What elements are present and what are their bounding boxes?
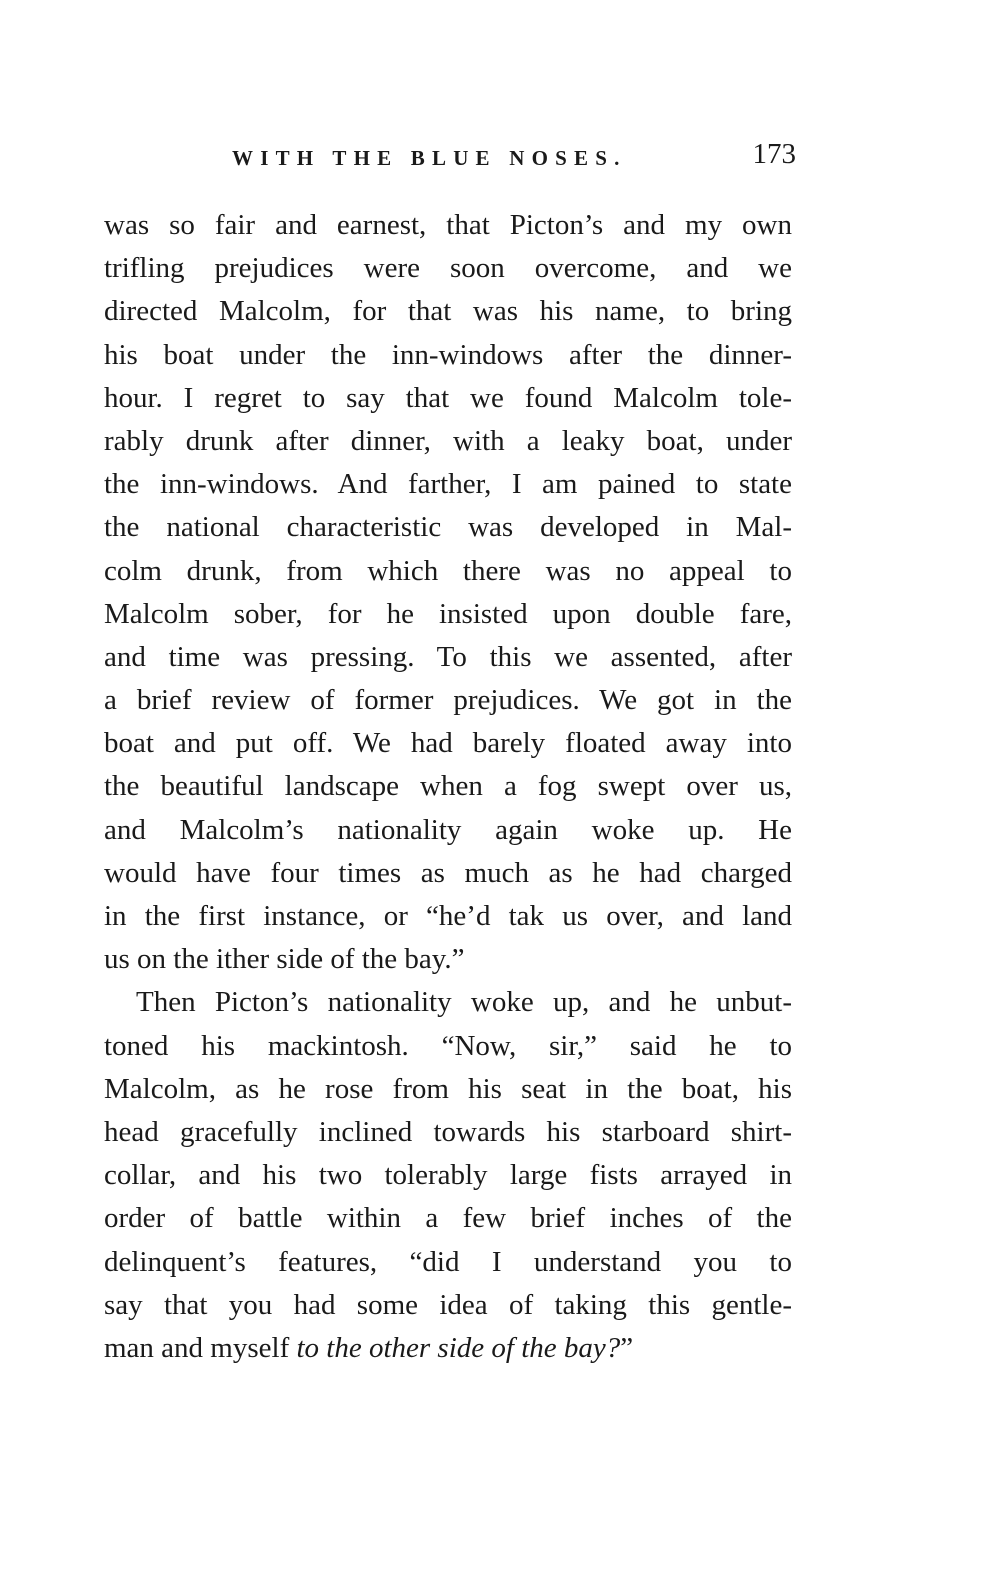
text-line: colm drunk, from which there was no appeal to xyxy=(104,554,792,587)
final-italic-text: to the other side of the bay? xyxy=(296,1331,621,1364)
text-line: Then Picton’s nationality woke up, and he unbut- xyxy=(136,986,792,1019)
text-line: collar, and his two tolerably large fists arrayed in xyxy=(104,1159,792,1192)
text-line: hour. I regret to say that we found Malcolm tole- xyxy=(104,381,792,414)
text-line: and time was pressing. To this we assented, after xyxy=(104,640,792,673)
text-line: boat and put off. We had barely floated away into xyxy=(104,727,792,760)
text-line: the national characteristic was developed in Mal- xyxy=(104,511,792,544)
text-line: the beautiful landscape when a fog swept over us, xyxy=(104,770,792,803)
text-line: Malcolm, as he rose from his seat in the boat, his xyxy=(104,1072,792,1105)
text-line: in the first instance, or “he’d tak us over, and land xyxy=(104,900,792,932)
paragraph-1 xyxy=(104,204,792,981)
running-head xyxy=(104,138,796,174)
text-line: rably drunk after dinner, with a leaky boat, under xyxy=(104,424,792,457)
final-roman-text: man and myself xyxy=(104,1331,297,1364)
text-line: toned his mackintosh. “Now, sir,” said he to xyxy=(104,1029,792,1062)
page-number: 173 xyxy=(752,138,796,170)
text-line: a brief review of former prejudices. We got in the xyxy=(104,684,792,717)
body-text xyxy=(104,204,792,1370)
text-line: head gracefully inclined towards his starboard shirt- xyxy=(104,1115,792,1148)
paragraph-2 xyxy=(104,981,792,1370)
text-line: his boat under the inn-windows after the dinner- xyxy=(104,338,792,371)
text-line: trifling prejudices were soon overcome, and we xyxy=(104,252,792,285)
running-title: WITH THE BLUE NOSES. xyxy=(232,146,627,170)
text-line: say that you had some idea of taking this gentle- xyxy=(104,1288,792,1321)
text-line: would have four times as much as he had charged xyxy=(104,856,792,889)
text-line: the inn-windows. And farther, I am pained to state xyxy=(104,468,792,501)
text-line: directed Malcolm, for that was his name, to bring xyxy=(104,295,792,328)
text-line: delinquent’s features, “did I understand you to xyxy=(104,1245,792,1278)
text-line: Malcolm sober, for he insisted upon double fare, xyxy=(104,597,792,630)
text-line: us on the ither side of the bay.” xyxy=(104,943,465,976)
final-closing-quote: ” xyxy=(620,1331,634,1364)
text-line-final xyxy=(104,1327,792,1370)
text-line: was so fair and earnest, that Picton’s and my own xyxy=(104,209,792,241)
text-line: and Malcolm’s nationality again woke up. He xyxy=(104,813,792,846)
text-line: order of battle within a few brief inches of the xyxy=(104,1202,792,1235)
